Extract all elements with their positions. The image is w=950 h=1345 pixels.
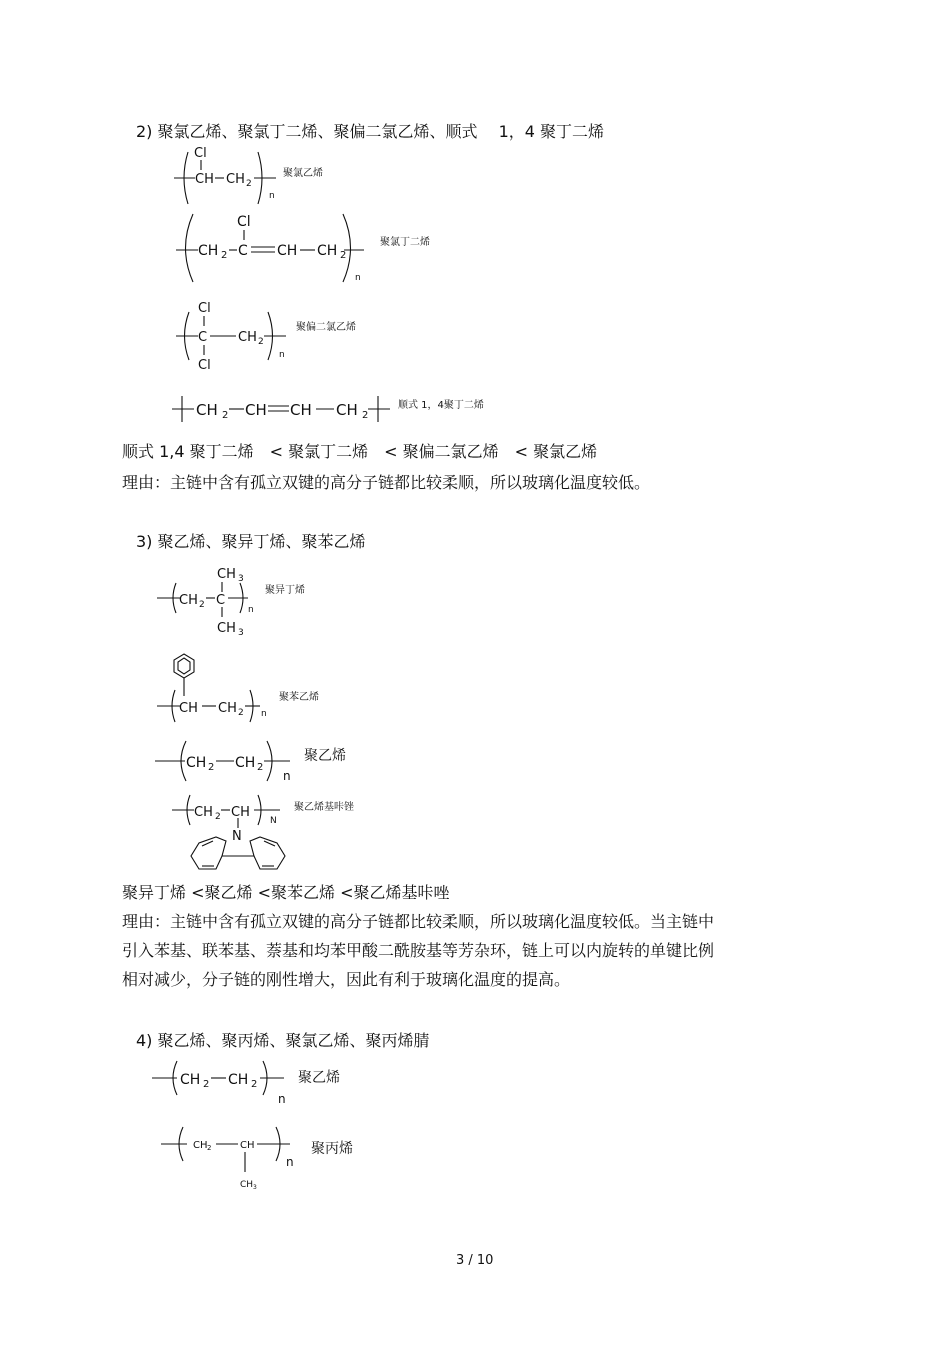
atom-ch2: CH: [180, 1072, 201, 1088]
atom-cl-top: Cl: [198, 301, 211, 316]
label-polyvinyl-chloride: 聚氯乙烯: [283, 168, 323, 179]
subscript-2: 2: [215, 812, 221, 822]
subscript-2: 2: [207, 1144, 212, 1152]
label-polyethylene-2: 聚乙烯: [298, 1070, 340, 1086]
atom-ch: CH: [231, 805, 250, 820]
subscript-2: 2: [222, 410, 229, 421]
label-cis-polybutadiene: 顺式 1，4聚丁二烯: [398, 400, 484, 411]
atom-ch2: CH: [179, 593, 198, 608]
atom-ch2: CH: [336, 401, 358, 419]
subscript-2: 2: [238, 708, 244, 718]
label-polyvinylcarbazole: 聚乙烯基咔锉: [294, 802, 354, 813]
atom-ch2: CH: [238, 330, 257, 345]
atom-ch: CH: [290, 401, 312, 419]
atom-ch2: CH: [235, 755, 256, 771]
atom-cl: Cl: [237, 214, 251, 230]
atom-c: C: [238, 243, 248, 259]
label-polyvinylidene-chloride: 聚偏二氯乙烯: [296, 322, 356, 333]
subscript-2: 2: [257, 762, 264, 773]
atom-ch3-bottom: CH: [217, 621, 236, 636]
label-polypropylene: 聚丙烯: [311, 1141, 353, 1157]
subscript-n: N: [270, 816, 277, 826]
atom-ch2: CH: [228, 1072, 249, 1088]
subscript-n: n: [269, 191, 275, 201]
subscript-2: 2: [251, 1079, 258, 1090]
subscript-2: 2: [258, 337, 264, 347]
atom-ch: CH: [277, 243, 298, 259]
section-3-heading: 3) 聚乙烯、聚异丁烯、聚苯乙烯: [136, 532, 366, 551]
page-number: 3 / 10: [456, 1253, 494, 1268]
subscript-n: n: [286, 1155, 294, 1169]
atom-ch: CH: [195, 172, 214, 187]
label-polyethylene: 聚乙烯: [304, 748, 346, 764]
atom-ch2: CH: [193, 1140, 208, 1151]
subscript-2: 2: [203, 1079, 210, 1090]
subscript-2: 2: [246, 179, 252, 189]
atom-ch2: CH: [198, 243, 219, 259]
atom-ch2: CH: [196, 401, 218, 419]
subscript-n: n: [278, 1092, 286, 1106]
subscript-3: 3: [253, 1184, 257, 1191]
subscript-3: 3: [238, 628, 244, 638]
section-2-order: 顺式 1,4 聚丁二烯 < 聚氯丁二烯 < 聚偏二氯乙烯 < 聚氯乙烯: [122, 442, 598, 461]
atom-c: C: [216, 593, 226, 608]
atom-n: N: [232, 829, 242, 844]
subscript-n: n: [261, 709, 267, 719]
subscript-n: n: [283, 769, 291, 783]
atom-ch3-top: CH: [217, 567, 236, 582]
atom-ch: CH: [245, 401, 267, 419]
section-2-reason: 理由：主链中含有孤立双键的高分子链都比较柔顺，所以玻璃化温度较低。: [122, 473, 651, 492]
atom-ch: CH: [240, 1140, 255, 1151]
subscript-n: n: [279, 350, 285, 360]
subscript-2: 2: [208, 762, 215, 773]
atom-ch: CH: [179, 701, 198, 716]
atom-ch2: CH: [317, 243, 338, 259]
section-3-reason-line-3: 相对减少，分子链的刚性增大，因此有利于玻璃化温度的提高。: [122, 970, 571, 989]
subscript-2: 2: [362, 410, 369, 421]
subscript-3: 3: [238, 574, 244, 584]
section-3-order: 聚异丁烯 <聚乙烯 <聚苯乙烯 <聚乙烯基咔唑: [122, 883, 450, 902]
atom-ch2: CH: [194, 805, 213, 820]
label-polyisobutylene: 聚异丁烯: [265, 585, 305, 596]
subscript-2: 2: [199, 600, 205, 610]
subscript-2: 2: [221, 250, 228, 261]
subscript-n: n: [248, 605, 254, 615]
atom-cl-bottom: Cl: [198, 358, 211, 373]
label-polychloroprene: 聚氯丁二烯: [380, 237, 430, 248]
atom-ch3: CH: [240, 1180, 254, 1190]
atom-cl: Cl: [194, 146, 207, 161]
atom-ch2: CH: [226, 172, 245, 187]
section-3-reason-line-1: 理由：主链中含有孤立双键的高分子链都比较柔顺，所以玻璃化温度较低。当主链中: [122, 912, 715, 931]
section-2-heading: 2) 聚氯乙烯、聚氯丁二烯、聚偏二氯乙烯、顺式 1，4 聚丁二烯: [136, 122, 605, 141]
section-4-heading: 4) 聚乙烯、聚丙烯、聚氯乙烯、聚丙烯腈: [136, 1031, 430, 1050]
section-3-reason-line-2: 引入苯基、联苯基、萘基和均苯甲酸二酰胺基等芳杂环，链上可以内旋转的单键比例: [122, 941, 715, 960]
atom-ch2: CH: [186, 755, 207, 771]
subscript-2: 2: [340, 250, 347, 261]
atom-ch2: CH: [218, 701, 237, 716]
atom-c: C: [198, 330, 208, 345]
subscript-n: n: [355, 273, 361, 283]
label-polystyrene: 聚苯乙烯: [279, 692, 319, 703]
